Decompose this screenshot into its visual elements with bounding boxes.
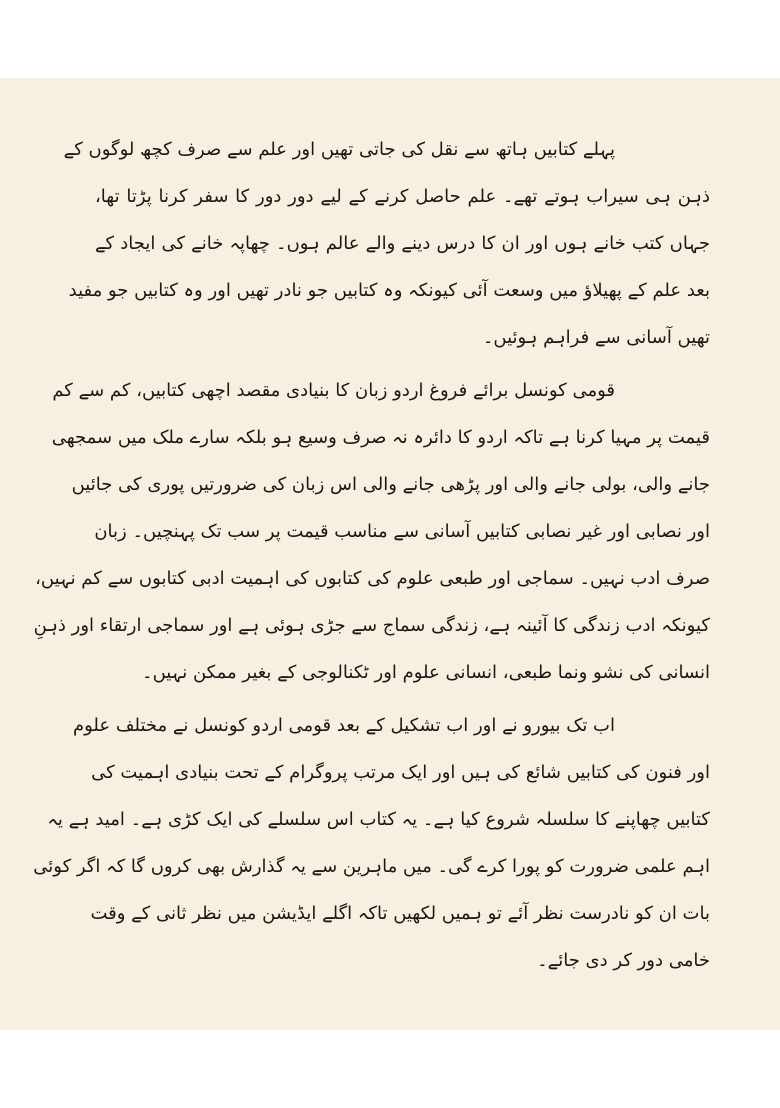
text-line: ذہن ہی سیراب ہوتے تھے۔ علم حاصل کرنے کے لیے دور دور کا سفر کرنا پڑتا تھا،	[95, 186, 710, 207]
text-line: جانے والی، بولی جانے والی اور پڑھی جانے والی اس زبان کی ضرورتیں پوری کی جائیں	[71, 474, 710, 495]
text-line: بات ان کو نادرست نظر آئے تو ہمیں لکھیں تاکہ اگلے ایڈیشن میں نظر ثانی کے وقت	[90, 903, 710, 924]
text-line: اہم علمی ضرورت کو پورا کرے گی۔ میں ماہرین سے یہ گذارش بھی کروں گا کہ اگر کوئی	[33, 856, 710, 877]
text-line: اور نصابی اور غیر نصابی کتابیں آسانی سے مناسب قیمت پر سب تک پہنچیں۔ زبان	[94, 521, 710, 542]
text-line: اور فنون کی کتابیں شائع کی ہیں اور ایک مرتب پروگرام کے تحت بنیادی اہمیت کی	[91, 762, 710, 783]
text-line: بعد علم کے پھیلاؤ میں وسعت آئی کیونکہ وہ کتابیں جو نادر تھیں اور وہ کتابیں جو مفید	[68, 280, 710, 301]
text-line: خامی دور کر دی جائے۔	[537, 950, 710, 971]
paragraph	[33, 702, 710, 984]
text-line: جہاں کتب خانے ہوں اور ان کا درس دینے والے عالم ہوں۔ چھاپہ خانے کی ایجاد کے	[95, 233, 710, 254]
paragraph	[63, 126, 710, 361]
scanned-page	[0, 78, 780, 1030]
text-line: قیمت پر مہیا کرنا ہے تاکہ اردو کا دائرہ نہ صرف وسیع ہو بلکہ سارے ملک میں سمجھی	[51, 427, 710, 448]
text-line: قومی کونسل برائے فروغ اردو زبان کا بنیادی مقصد اچھی کتابیں، کم سے کم	[52, 380, 615, 401]
text-line: انسانی کی نشو ونما طبعی، انسانی علوم اور ٹکنالوجی کے بغیر ممکن نہیں۔	[142, 662, 710, 683]
text-line: کتابیں چھاپنے کا سلسلہ شروع کیا ہے۔ یہ کتاب اس سلسلے کی ایک کڑی ہے۔ امید ہے یہ	[47, 809, 710, 830]
text-line: پہلے کتابیں ہاتھ سے نقل کی جاتی تھیں اور علم سے صرف کچھ لوگوں کے	[63, 139, 615, 160]
paragraph	[33, 367, 710, 696]
text-line: اب تک بیورو نے اور اب تشکیل کے بعد قومی اردو کونسل نے مختلف علوم	[72, 715, 615, 736]
text-line: تھیں آسانی سے فراہم ہوئیں۔	[482, 327, 710, 348]
text-line: صرف ادب نہیں۔ سماجی اور طبعی علوم کی کتابوں کی اہمیت ادبی کتابوں سے کم نہیں،	[35, 568, 710, 589]
text-line: کیونکہ ادب زندگی کا آئینہ ہے، زندگی سماج سے جڑی ہوئی ہے اور سماجی ارتقاء اور ذہنِ	[33, 615, 710, 636]
body-text	[33, 126, 710, 990]
